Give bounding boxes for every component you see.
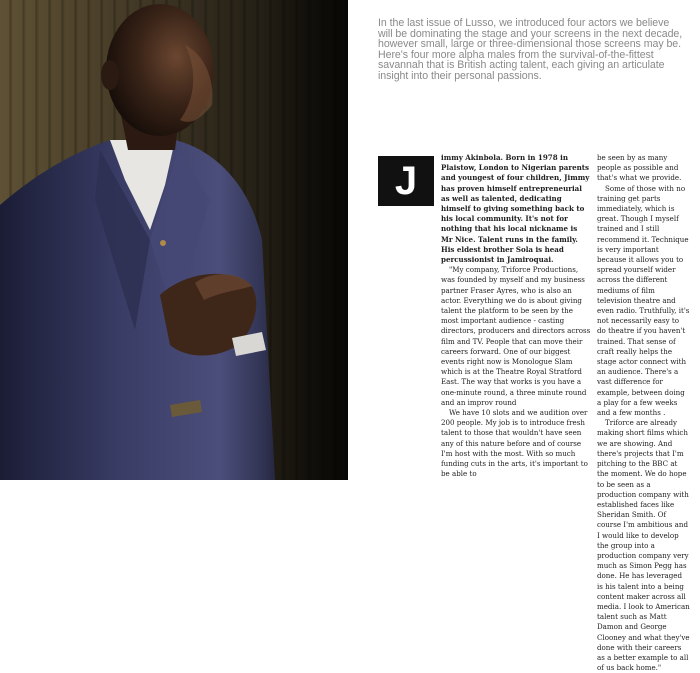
article-column-1 [441,153,591,480]
drop-cap: J [378,156,434,206]
portrait-illustration [0,0,348,480]
portrait-photo [0,0,348,480]
article-column-2 [597,153,690,673]
body-paragraph: be seen by as many people as possible and that's what we provide. [597,153,682,183]
intro-paragraph: In the last issue of Lusso, we introduced four actors we believe will be dominating the stage and your screens in the next decade, however small, large or three-dimensional those screens may be. Here's four more alpha males from the survival-of-the-fittest savannah that is British acting talent, each giving an articulate insight into their personal passions. [378,17,683,82]
body-paragraph: Triforce are already making short films which we are showing. And there's projects that I'm pitching to the BBC at the moment. We do hope to be seen as a production company with established faces like Sheridan Smith. Of course I'm ambitious and I would like to develop the group into a production company very much as Simon Pegg has done. He has leveraged is his talent into a being content maker across all media. I look to American talent such as Matt Damon and George Clooney and what they've done with their careers as a better example to all of us back home." [597,418,690,673]
article-page [348,0,700,673]
body-paragraph: "My company, Triforce Productions, was founded by myself and my business partner Fraser Ayres, who is also an actor. Everything we do is about giving talent the platform to be seen by the most important audience - casting directors, producers and directors across film and TV. People that can move their careers forward. One of our biggest events right now is Monologue Slam which is at the Theatre Royal Stratford East. The way that works is you have a one-minute round, a three minute round and an improv round [441,265,591,407]
lead-paragraph: immy Akinbola. Born in 1978 in Plaistow, London to Nigerian parents and youngest of four children, Jimmy has proven himself entrepreneurial as well as talented, dedicating himself to giving something back to his local community. It's not for nothing that his local nickname is Mr Nice. Talent runs in the family. His eldest brother Sola is head percussionist in Jamiroquai. [441,153,590,265]
body-paragraph: Some of those with no training get parts immediately, which is great. Though I myself trained and I still recommend it. Technique is very important because it allows you to spread yourself wider across the different mediums of film television theatre and even radio. Truthfully, it's not necessarily easy to do theatre if you haven't trained. That sense of craft really helps the stage actor connect with an audience. There's a vast difference for example, between doing a play for a few weeks and a few months . [597,183,690,418]
body-paragraph: We have 10 slots and we audition over 200 people. My job is to introduce fresh talent to those that wouldn't have seen any of this nature before and of course I'm host with the most. With so much funding cuts in the arts, it's important to be able to [441,408,588,479]
